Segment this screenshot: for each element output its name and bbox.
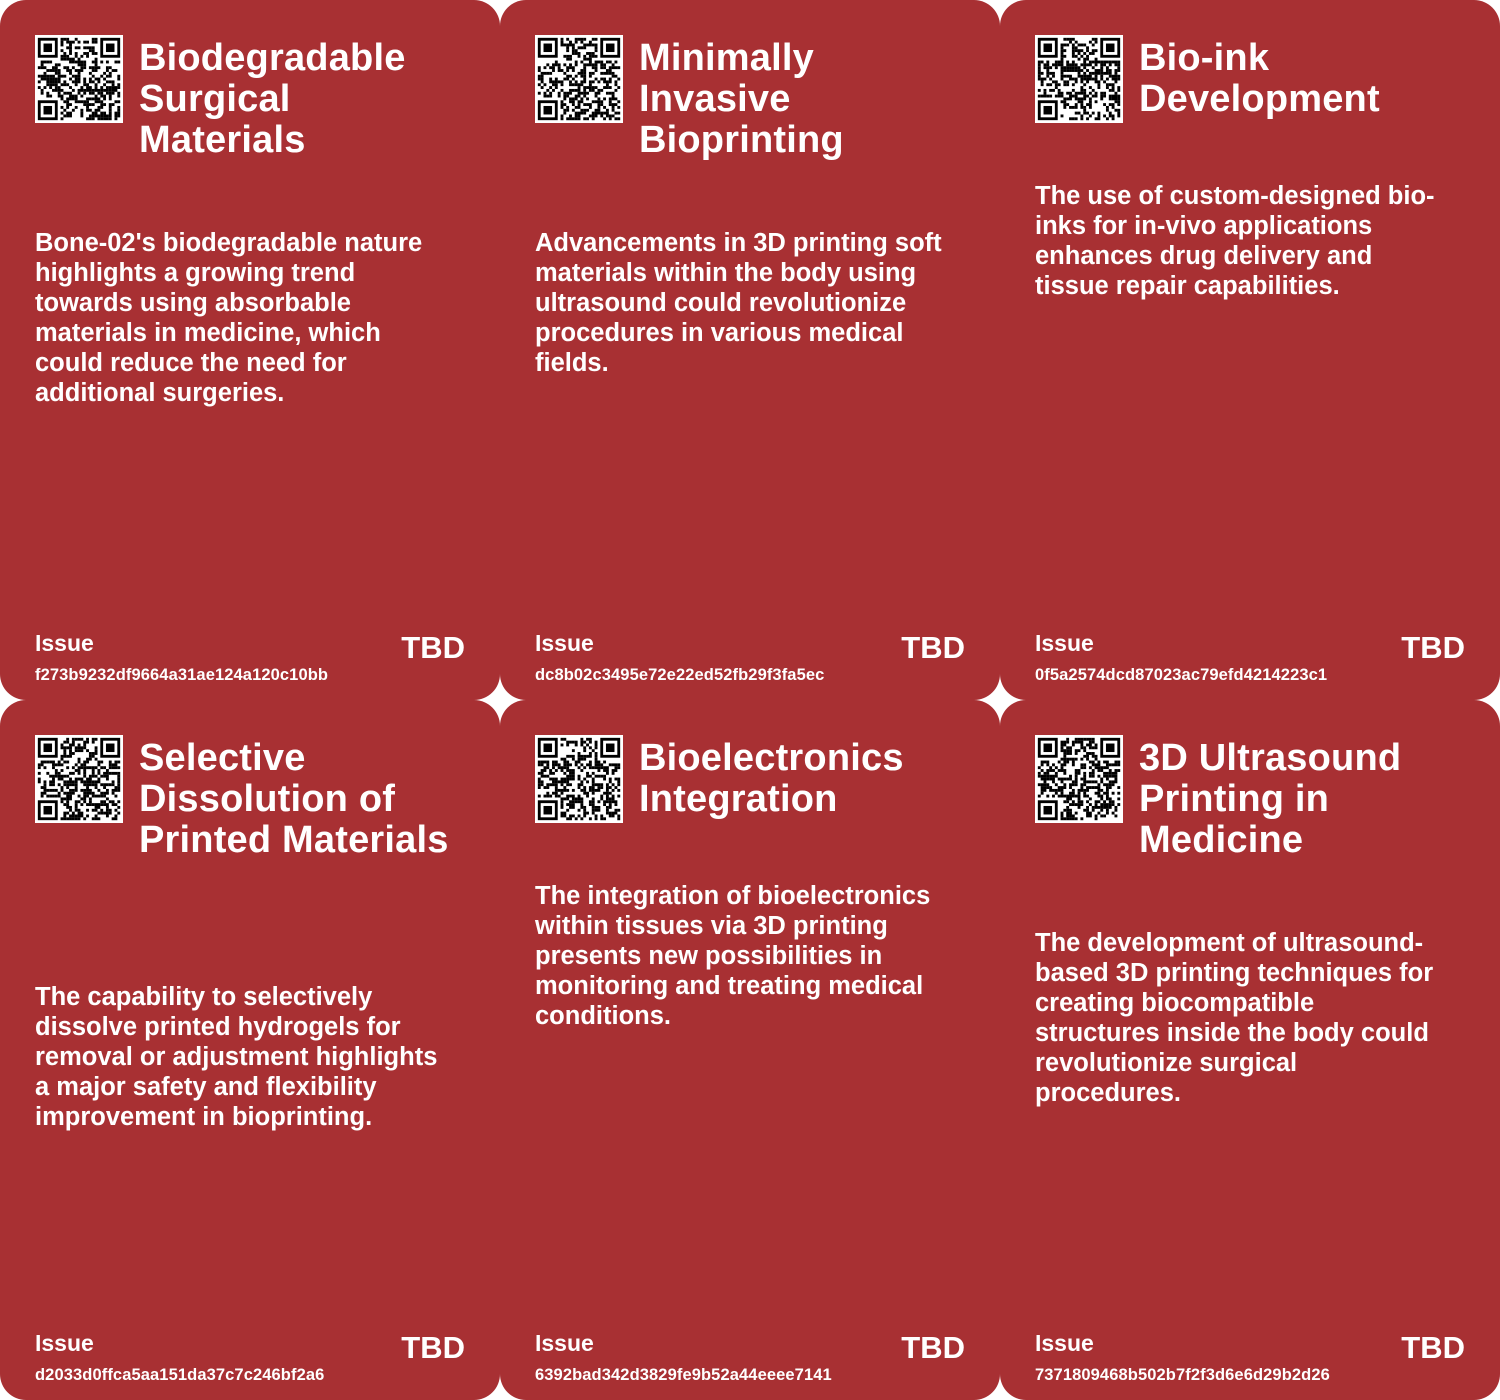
card-description: The use of custom-designed bio-inks for in-vivo applications enhances drug delivery and tissue repair capabilities. <box>1035 182 1435 300</box>
issue-card[interactable] <box>500 700 1000 1400</box>
card-title: Biodegradable Surgical Materials <box>139 37 406 161</box>
card-title: 3D Ultrasound Printing in Medicine <box>1139 737 1402 861</box>
issue-id: 6392bad342d3829fe9b52a44eeee7141 <box>535 1366 832 1384</box>
card-description: Bone-02's biodegradable nature highlights a growing trend towards using absorbable materials in medicine, which could reduce the need for additional surgeries. <box>35 229 423 407</box>
card-description: Advancements in 3D printing soft materials within the body using ultrasound could revolutionize procedures in various medical fields. <box>535 229 942 377</box>
issue-card[interactable] <box>1000 700 1500 1400</box>
card-header <box>535 735 975 823</box>
issue-id: f273b9232df9664a31ae124a120c10bb <box>35 666 329 684</box>
issue-id: 0f5a2574dcd87023ac79efd4214223c1 <box>1035 666 1328 684</box>
qr-code-icon <box>535 735 623 823</box>
qr-code-icon <box>35 735 123 823</box>
status-badge: TBD <box>401 630 465 665</box>
issue-id: 7371809468b502b7f2f3d6e6d29b2d26 <box>1035 1366 1330 1384</box>
status-badge: TBD <box>1401 630 1465 665</box>
issue-card[interactable] <box>500 0 1000 700</box>
card-header <box>1035 735 1475 861</box>
issue-id: dc8b02c3495e72e22ed52fb29f3fa5ec <box>535 666 825 684</box>
card-header <box>35 35 475 161</box>
card-header <box>535 35 975 161</box>
card-title: Selective Dissolution of Printed Materials <box>139 737 449 861</box>
card-header <box>35 735 475 861</box>
card-description: The integration of bioelectronics within tissues via 3D printing presents new possibilities in monitoring and treating medical conditions. <box>535 882 931 1030</box>
issue-label: Issue <box>535 1330 594 1356</box>
qr-code-icon <box>1035 735 1123 823</box>
status-badge: TBD <box>401 1330 465 1365</box>
issue-card[interactable] <box>1000 0 1500 700</box>
card-description: The development of ultrasound-based 3D printing techniques for creating biocompatible structures inside the body could revolutionize surgical procedures. <box>1035 929 1434 1107</box>
status-badge: TBD <box>1401 1330 1465 1365</box>
status-badge: TBD <box>901 630 965 665</box>
issue-label: Issue <box>35 630 94 656</box>
qr-code-icon <box>535 35 623 123</box>
issue-card[interactable] <box>0 700 500 1400</box>
issue-label: Issue <box>1035 1330 1094 1356</box>
card-header <box>1035 35 1475 123</box>
card-title: Minimally Invasive Bioprinting <box>639 37 844 161</box>
issue-card[interactable] <box>0 0 500 700</box>
card-title: Bioelectronics Integration <box>639 737 904 820</box>
issue-id: d2033d0ffca5aa151da37c7c246bf2a6 <box>35 1366 325 1384</box>
issue-label: Issue <box>35 1330 94 1356</box>
issue-label: Issue <box>1035 630 1094 656</box>
status-badge: TBD <box>901 1330 965 1365</box>
issue-label: Issue <box>535 630 594 656</box>
card-description: The capability to selectively dissolve printed hydrogels for removal or adjustment highlights a major safety and flexibility improvement in bioprinting. <box>35 983 438 1131</box>
qr-code-icon <box>1035 35 1123 123</box>
card-title: Bio-ink Development <box>1139 37 1380 120</box>
qr-code-icon <box>35 35 123 123</box>
